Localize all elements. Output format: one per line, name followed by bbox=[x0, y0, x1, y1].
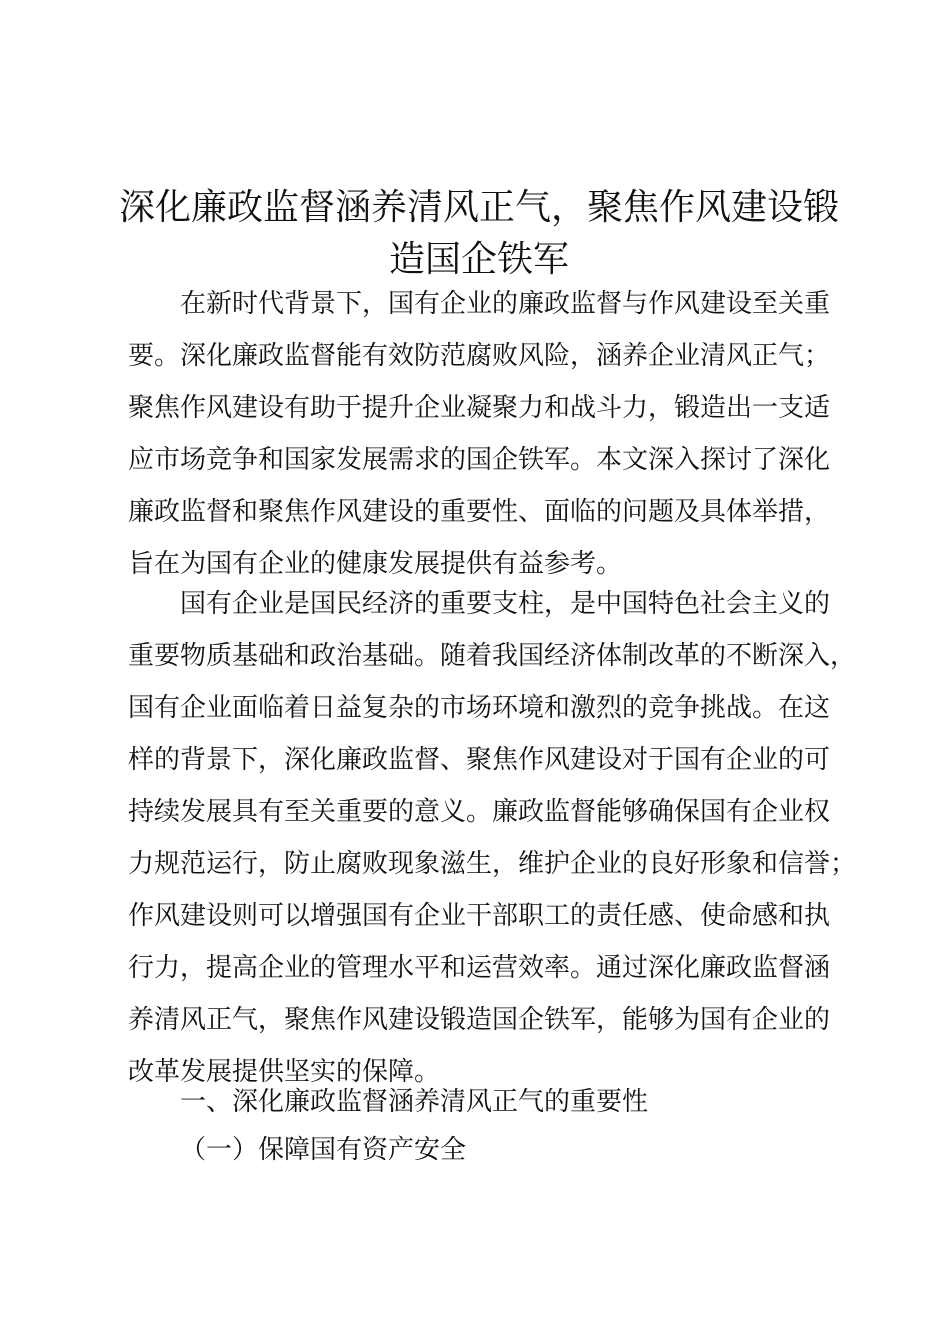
section-heading-1: 一、深化廉政监督涵养清风正气的重要性 bbox=[180, 1087, 649, 1117]
paragraph-line: 改革发展提供坚实的保障。 bbox=[128, 1057, 441, 1087]
document-title bbox=[112, 182, 846, 286]
paragraph-line: 旨在为国有企业的健康发展提供有益参考。 bbox=[128, 549, 623, 579]
subsection-heading-1: （一）保障国有资产安全 bbox=[180, 1135, 467, 1165]
paragraph-line: 作风建设则可以增强国有企业干部职工的责任感、使命感和执 bbox=[128, 901, 831, 931]
paragraph-line: 行力，提高企业的管理水平和运营效率。通过深化廉政监督涵 bbox=[128, 953, 831, 983]
paragraph-line: 样的背景下，深化廉政监督、聚焦作风建设对于国有企业的可 bbox=[128, 745, 831, 775]
paragraph-line: 廉政监督和聚焦作风建设的重要性、面临的问题及具体举措， bbox=[128, 497, 831, 527]
paragraph-line: 应市场竞争和国家发展需求的国企铁军。本文深入探讨了深化 bbox=[128, 445, 831, 475]
paragraph-line: 国有企业面临着日益复杂的市场环境和激烈的竞争挑战。在这 bbox=[128, 693, 831, 723]
paragraph-line: 国有企业是国民经济的重要支柱，是中国特色社会主义的 bbox=[128, 589, 831, 619]
paragraph-line: 聚焦作风建设有助于提升企业凝聚力和战斗力，锻造出一支适 bbox=[128, 393, 831, 423]
paragraph-background bbox=[128, 578, 857, 1098]
paragraph-line: 养清风正气，聚焦作风建设锻造国企铁军，能够为国有企业的 bbox=[128, 1005, 831, 1035]
paragraph-line: 持续发展具有至关重要的意义。廉政监督能够确保国有企业权 bbox=[128, 797, 831, 827]
title-line-1: 深化廉政监督涵养清风正气，聚焦作风建设锻 bbox=[118, 187, 839, 228]
title-line-2: 造国企铁军 bbox=[388, 239, 569, 280]
paragraph-line: 要。深化廉政监督能有效防范腐败风险，涵养企业清风正气； bbox=[128, 341, 831, 371]
paragraph-line: 重要物质基础和政治基础。随着我国经济体制改革的不断深入， bbox=[128, 641, 857, 671]
paragraph-line: 在新时代背景下，国有企业的廉政监督与作风建设至关重 bbox=[128, 289, 831, 319]
paragraph-line: 力规范运行，防止腐败现象滋生，维护企业的良好形象和信誉； bbox=[128, 849, 857, 879]
paragraph-intro bbox=[128, 278, 832, 590]
